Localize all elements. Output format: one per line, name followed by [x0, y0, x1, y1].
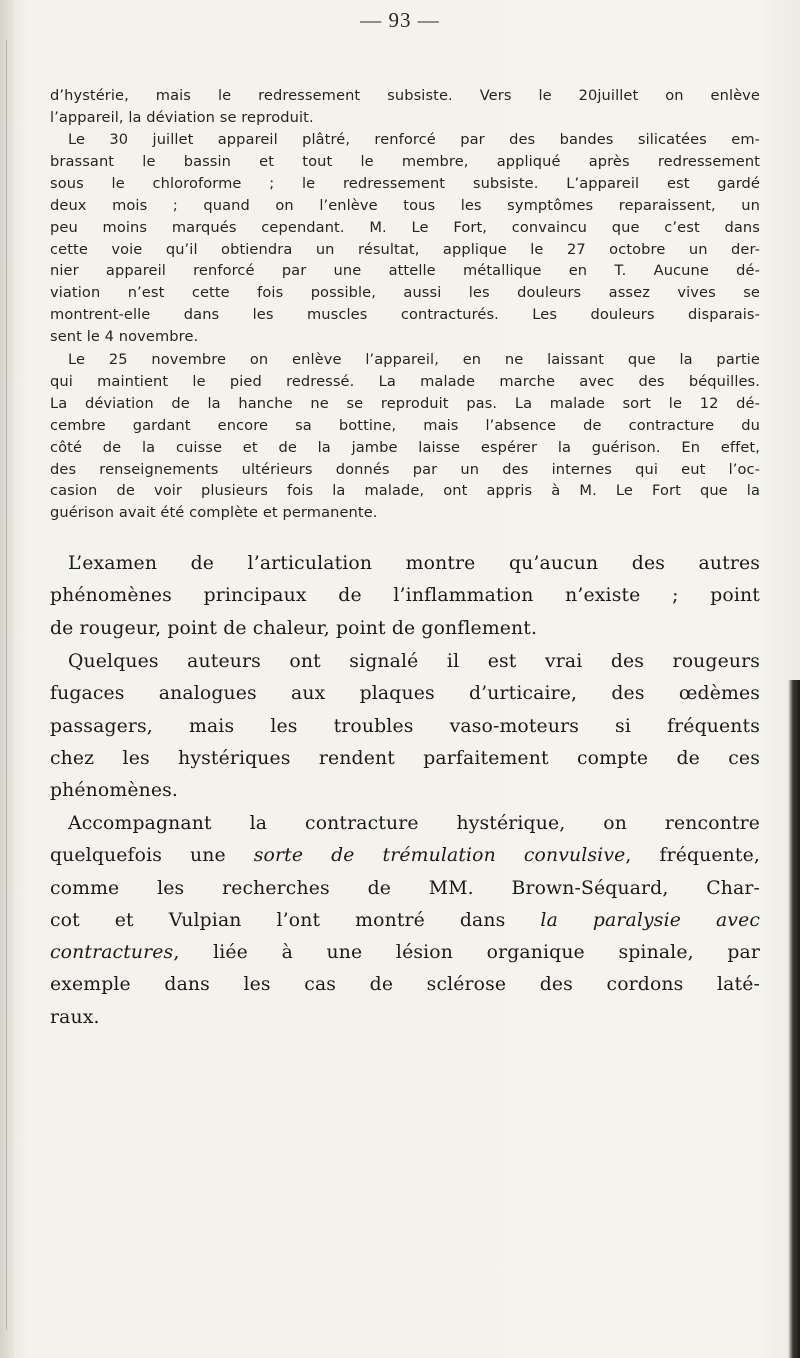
text-line: cette voie qu’il obtiendra un résultat, applique le 27 octobre un der- [50, 240, 760, 258]
text-line: deux mois ; quand on l’enlève tous les symptômes reparaissent, un [50, 196, 760, 214]
text-line: montrent-elle dans les muscles contracturés. Les douleurs disparais- [50, 306, 760, 324]
text-line: des renseignements ultérieurs donnés par un des internes qui eut l’oc- [50, 460, 760, 478]
text-line: Le 30 juillet appareil plâtré, renforcé par des bandes silicatées em- [68, 131, 760, 148]
text-line: Le 25 novembre on enlève l’appareil, en ne laissant que la partie [68, 351, 760, 368]
text-segment: , liée à une lésion organique spinale, par [173, 942, 760, 964]
text-line: cembre gardant encore sa bottine, mais l’absence de contracture du [50, 416, 760, 434]
text-segment: quelquefois une [50, 845, 254, 867]
text-line [50, 840, 760, 872]
page-gutter-shadow [0, 0, 14, 1358]
text-line: Accompagnant la contracture hystérique, on rencontre [68, 813, 760, 834]
paragraph-accompagnant [50, 808, 760, 1034]
text-line: sous le chloroforme ; le redressement subsiste. L’appareil est gardé [50, 174, 760, 192]
page-number: — 93 — [360, 8, 440, 32]
text-line: l’appareil, la déviation se reproduit. [50, 108, 314, 126]
text-line: d’hystérie, mais le redressement subsiste. Vers le 20juillet on enlève [50, 87, 760, 104]
text-line: phénomènes. [50, 780, 179, 802]
text-line: qui maintient le pied redressé. La malade marche avec des béquilles. [50, 372, 760, 390]
text-line: exemple dans les cas de sclérose des cordons laté- [50, 974, 760, 996]
text-line: chez les hystériques rendent parfaitement compte de ces [50, 747, 760, 769]
paragraph-30-juillet [50, 129, 760, 348]
italic-phrase: contractures [50, 942, 174, 964]
text-line: raux. [50, 1006, 100, 1028]
text-segment: cot et Vulpian l’ont montré dans [50, 909, 541, 931]
text-line: fugaces analogues aux plaques d’urticaire, des œdèmes [50, 683, 760, 705]
text-line: côté de la cuisse et de la jambe laisse espérer la guérison. En effet, [50, 438, 760, 456]
paragraph-quelques-auteurs [50, 646, 760, 807]
text-line: viation n’est cette fois possible, aussi les douleurs assez vives se [50, 284, 760, 302]
text-line: casion de voir plusieurs fois la malade, ont appris à M. Le Fort que la [50, 482, 760, 500]
text-line: Quelques auteurs ont signalé il est vrai des rougeurs [68, 651, 760, 672]
text-line [50, 937, 760, 969]
text-line: L’examen de l’articulation montre qu’aucun des autres [68, 553, 760, 574]
page-edge-shadow [788, 680, 800, 1358]
text-line [50, 905, 760, 937]
text-line: comme les recherches de MM. Brown-Séquard, Char- [50, 877, 760, 899]
paragraph-examen [50, 548, 760, 645]
text-line: peu moins marqués cependant. M. Le Fort, convaincu que c’est dans [50, 218, 760, 236]
italic-phrase: sorte de trémulation convulsive [253, 845, 626, 867]
text-line: nier appareil renforcé par une attelle métallique en T. Aucune dé- [50, 262, 760, 280]
text-segment: , fréquente, [625, 845, 760, 867]
italic-phrase: la paralysie avec [540, 909, 761, 931]
text-line: guérison avait été complète et permanente. [50, 504, 378, 522]
paragraph-25-novembre [50, 349, 760, 524]
paragraph-continuation [50, 85, 760, 129]
text-line: phénomènes principaux de l’inflammation n’existe ; point [50, 585, 760, 607]
text-line: de rougeur, point de chaleur, point de gonflement. [50, 617, 538, 639]
text-line: sent le 4 novembre. [50, 328, 199, 346]
binding-edge-line [6, 40, 7, 1330]
text-line: La déviation de la hanche ne se reproduit pas. La malade sort le 12 dé- [50, 394, 760, 412]
text-line: passagers, mais les troubles vaso-moteurs si fréquents [50, 715, 760, 737]
text-line: brassant le bassin et tout le membre, appliqué après redressement [50, 152, 760, 170]
